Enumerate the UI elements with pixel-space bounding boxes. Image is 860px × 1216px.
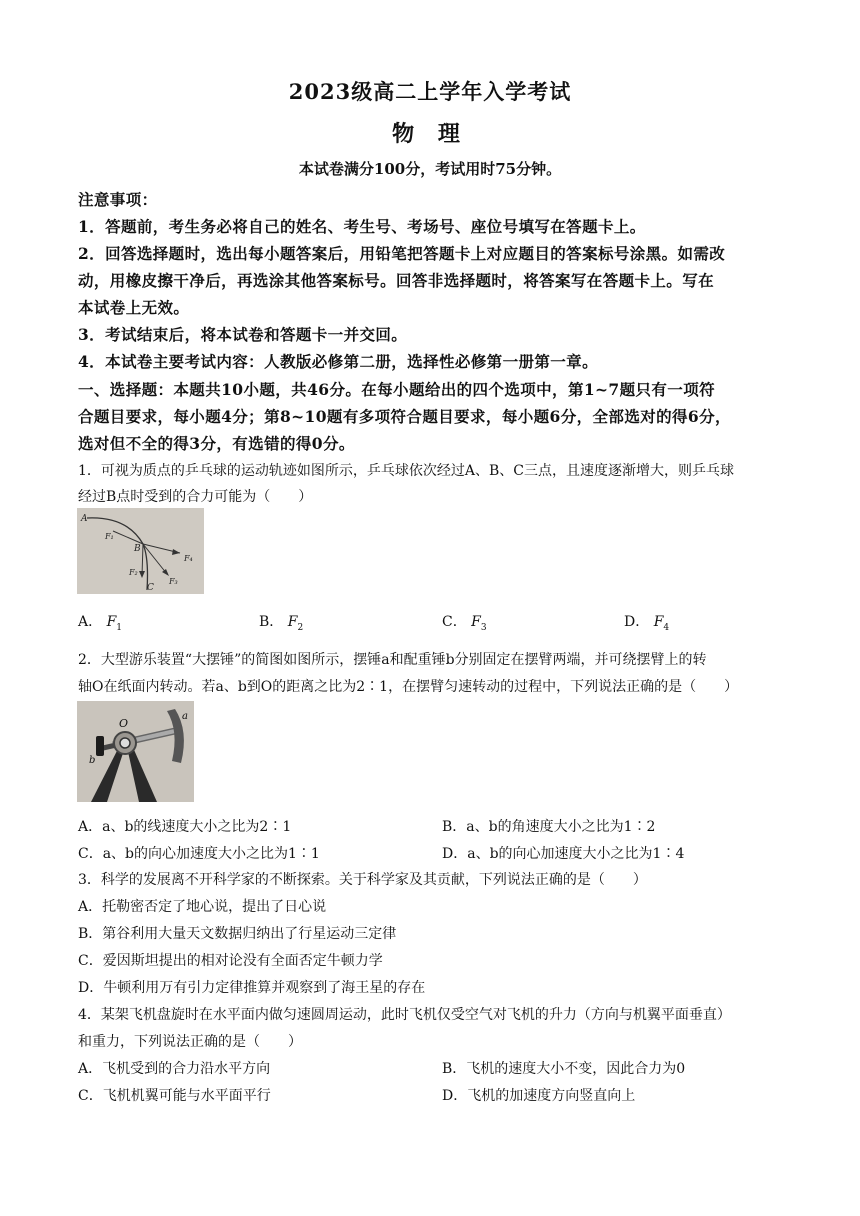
notice-heading: 注意事项： xyxy=(78,190,158,209)
section-heading: 一、选择题：本题共10小题，共46分。在每小题给出的四个选项中，第1~7题只有一项符 xyxy=(78,380,715,399)
exam-title: 2023级高二上学年入学考试 xyxy=(288,79,572,104)
q4-option-a: A．飞机受到的合力沿水平方向 xyxy=(78,1061,271,1077)
section-heading: 选对但不全的得3分，有选错的得0分。 xyxy=(78,434,355,453)
notice-item: 3．考试结束后，将本试卷和答题卡一并交回。 xyxy=(78,325,408,344)
notice-item: 动，用橡皮擦干净后，再选涂其他答案标号。回答非选择题时，将答案写在答题卡上。写在 xyxy=(78,271,715,290)
point-label-c: C xyxy=(147,583,154,593)
force-label-f2: F₂ xyxy=(129,568,138,577)
q4-option-c: C．飞机机翼可能与水平面平行 xyxy=(78,1088,271,1104)
q1-option-b: B． $F_2$ xyxy=(259,614,304,633)
q1-figure xyxy=(77,508,204,594)
q3-option-d: D．牛顿利用万有引力定律推算并观察到了海王星的存在 xyxy=(78,980,426,996)
q1-stem: 1．可视为质点的乒乓球的运动轨迹如图所示，乒乓球依次经过A、B、C三点，且速度逐渐增大，则乒乓球 xyxy=(78,463,735,479)
q3-stem: 3．科学的发展离不开科学家的不断探索。关于科学家及其贡献，下列说法正确的是（ ） xyxy=(78,872,647,888)
force-label-f4: F₄ xyxy=(184,554,193,563)
q2-stem: 轴O在纸面内转动。若a、b到O的距离之比为2∶1，在摆臂匀速转动的过程中，下列说法正确的是（ ） xyxy=(78,679,739,695)
force-label-f3: F₃ xyxy=(169,577,178,586)
q4-stem: 4．某架飞机盘旋时在水平面内做匀速圆周运动，此时飞机仅受空气对飞机的升力（方向与机翼平面垂直） xyxy=(78,1007,731,1023)
q2-option-b: B．a、b的角速度大小之比为1∶2 xyxy=(442,819,656,835)
q4-stem: 和重力，下列说法正确的是（ ） xyxy=(78,1034,302,1050)
q4-option-b: B．飞机的速度大小不变，因此合力为0 xyxy=(442,1061,686,1077)
q1-option-c: C． $F_3$ xyxy=(442,614,487,633)
q2-stem: 2．大型游乐装置“大摆锤”的简图如图所示，摆锤a和配重锤b分别固定在摆臂两端，并可绕摆臂上的转 xyxy=(78,652,707,668)
q2-option-c: C．a、b的向心加速度大小之比为1∶1 xyxy=(78,846,320,862)
exam-info: 本试卷满分100分，考试用时75分钟。 xyxy=(298,160,562,178)
subject-title: 物 理 xyxy=(392,121,468,147)
q4-option-d: D．飞机的加速度方向竖直向上 xyxy=(442,1088,636,1104)
q2-option-d: D．a、b的向心加速度大小之比为1∶4 xyxy=(442,846,685,862)
notice-item: 4．本试卷主要考试内容：人教版必修第二册，选择性必修第一册第一章。 xyxy=(78,352,598,371)
q2-option-a: A．a、b的线速度大小之比为2∶1 xyxy=(78,819,292,835)
q3-option-c: C．爱因斯坦提出的相对论没有全面否定牛顿力学 xyxy=(78,953,383,969)
q3-option-b: B．第谷利用大量天文数据归纳出了行星运动三定律 xyxy=(78,926,397,942)
q3-option-a: A．托勒密否定了地心说，提出了日心说 xyxy=(78,899,327,915)
q2-figure xyxy=(77,701,194,802)
pendulum-ride-diagram xyxy=(77,701,194,802)
q1-option-a: A． $F_1$ xyxy=(78,614,123,633)
trajectory-diagram xyxy=(77,508,204,594)
section-heading: 合题目要求，每小题4分；第8~10题有多项符合题目要求，每小题6分，全部选对的得6分， xyxy=(78,407,731,426)
force-label-f1: F₁ xyxy=(105,532,114,541)
point-label-b: B xyxy=(134,544,141,554)
q1-stem: 经过B点时受到的合力可能为（ ） xyxy=(78,489,313,505)
counterweight-label-b: b xyxy=(89,755,96,766)
point-label-a: A xyxy=(81,514,88,524)
notice-item: 2．回答选择题时，选出每小题答案后，用铅笔把答题卡上对应题目的答案标号涂黑。如需改 xyxy=(78,244,726,263)
notice-item: 本试卷上无效。 xyxy=(78,298,190,317)
hammer-label-a: a xyxy=(182,711,188,722)
axis-label-o: O xyxy=(119,717,129,730)
q1-option-d: D． $F_4$ xyxy=(624,614,670,633)
notice-item: 1．答题前，考生务必将自己的姓名、考生号、考场号、座位号填写在答题卡上。 xyxy=(78,217,646,236)
